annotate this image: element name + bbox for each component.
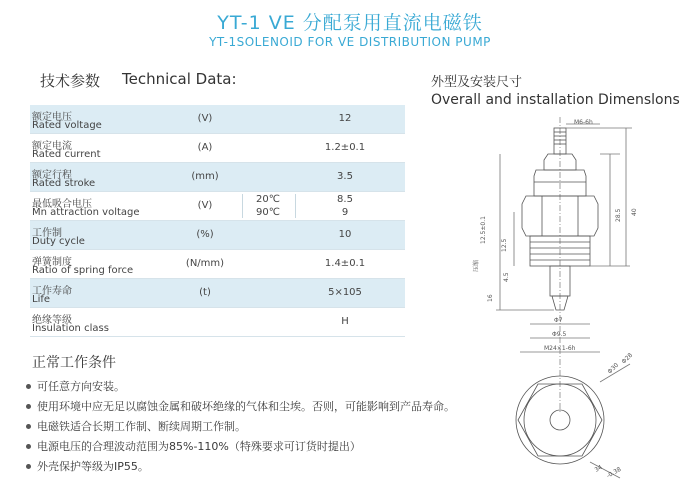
list-item: [26, 379, 455, 399]
spec-label-cn: 弹簧制度: [32, 257, 72, 268]
dim-4-5: 4.5: [503, 272, 510, 282]
technical-heading-cn: 技术参数: [40, 72, 101, 90]
spec-row-rated-voltage: [30, 105, 405, 134]
list-item: [26, 459, 455, 479]
list-item-text: 电磁铁适合长期工作制、断续周期工作制。: [37, 420, 246, 433]
spec-unit: (%): [196, 229, 214, 240]
spec-label-cn: 最低吸合电压: [32, 199, 92, 210]
spec-table: [30, 105, 405, 337]
spec-value-90: 9: [341, 207, 349, 218]
spec-label-en: Ratio of spring force: [32, 265, 134, 276]
spec-label-cn: 额定行程: [32, 170, 72, 181]
bullet-icon: [26, 464, 31, 469]
dim-phi30: Φ30: [606, 361, 621, 376]
spec-row-rated-stroke: [30, 163, 405, 192]
spec-value: 1.2±0.1: [324, 142, 366, 153]
list-item: [26, 439, 455, 459]
spec-temp-20: 20℃: [256, 194, 280, 205]
dimension-drawing: [470, 112, 685, 487]
dim-16: 16: [487, 294, 494, 302]
spec-label-cn: 工作寿命: [32, 286, 72, 297]
list-item-text: 外壳保护等级为IP55。: [37, 460, 149, 473]
bullet-icon: [26, 404, 31, 409]
spec-unit: (t): [199, 287, 211, 298]
dim-phi28: Φ28: [620, 351, 635, 366]
spec-row-rated-current: [30, 134, 405, 163]
spec-value: H: [341, 316, 349, 327]
spec-label-en: Mn attraction voltage: [32, 207, 140, 218]
spec-label-en: Life: [32, 294, 51, 305]
spec-value: 10: [338, 229, 352, 240]
dim-34-tol: -0.38: [605, 465, 623, 480]
dim-m24: M24×1-6h: [544, 345, 576, 352]
dim-28-5: 28.5: [615, 208, 622, 222]
spec-row-min-attraction-voltage: [30, 192, 405, 221]
dimensions-heading-en: Overall and installation Dimenslons: [431, 92, 680, 108]
spec-label-cn: 绝缘等级: [32, 315, 72, 326]
list-item-text: 使用环境中应无足以腐蚀金属和破坏绝缘的气体和尘埃。否则，可能影响到产品寿命。: [37, 400, 455, 413]
spec-label-en: Insulation class: [32, 323, 109, 334]
spec-label-en: Rated voltage: [32, 120, 102, 131]
conditions-heading: 正常工作条件: [32, 355, 116, 371]
dimensions-heading-cn: 外型及安装尺寸: [431, 75, 523, 90]
spec-unit: (V): [197, 200, 213, 211]
bullet-icon: [26, 444, 31, 449]
spec-value-20: 8.5: [337, 194, 353, 205]
list-item: [26, 419, 455, 439]
spec-label-en: Rated stroke: [32, 178, 96, 189]
bullet-icon: [26, 424, 31, 429]
spec-row-life: [30, 279, 405, 308]
spec-label-en: Rated current: [32, 149, 101, 160]
dim-12-5: 12.5: [501, 238, 508, 252]
page-title: YT-1 VE 分配泵用直流电磁铁: [217, 12, 483, 34]
spec-value: 3.5: [337, 171, 353, 182]
spec-label-cn: 工作制: [32, 228, 62, 239]
list-item: [26, 399, 455, 419]
spec-label-cn: 额定电压: [32, 112, 72, 123]
technical-heading-en: Technical Data:: [122, 70, 237, 88]
page-subtitle: YT-1SOLENOID FOR VE DISTRIBUTION PUMP: [209, 35, 491, 49]
dim-phi9-5: Φ9.5: [552, 331, 567, 338]
spec-label-en: Duty cycle: [32, 236, 85, 247]
conditions-list: [26, 379, 455, 479]
dim-34: 34: [593, 463, 604, 474]
spec-unit: (V): [197, 113, 213, 124]
dim-m6: M6-6h: [574, 119, 593, 126]
spec-temp-90: 90℃: [256, 207, 280, 218]
column-divider: [242, 194, 243, 218]
spec-unit: (N/mm): [185, 258, 225, 269]
spec-unit: (mm): [191, 171, 219, 182]
dim-phi7: Φ7: [554, 317, 563, 324]
spec-value: 1.4±0.1: [324, 258, 366, 269]
spec-unit: (A): [197, 142, 213, 153]
spec-row-spring-force: [30, 250, 405, 279]
dim-40: 40: [631, 208, 638, 216]
dim-12-5-tol: 12.5±0.1: [480, 216, 487, 244]
list-item-text: 电源电压的合理波动范围为85%-110%（特殊要求可订货时提出）: [37, 440, 361, 453]
bullet-icon: [26, 384, 31, 389]
spec-value: 5×105: [328, 287, 362, 298]
spec-label-cn: 额定电流: [32, 141, 72, 152]
spec-row-insulation-class: [30, 308, 405, 337]
list-item-text: 可任意方向安装。: [37, 380, 125, 393]
dim-compression-label: 压缩: [473, 259, 480, 272]
spec-value: 12: [338, 113, 352, 124]
column-divider: [295, 194, 296, 218]
spec-row-duty-cycle: [30, 221, 405, 250]
